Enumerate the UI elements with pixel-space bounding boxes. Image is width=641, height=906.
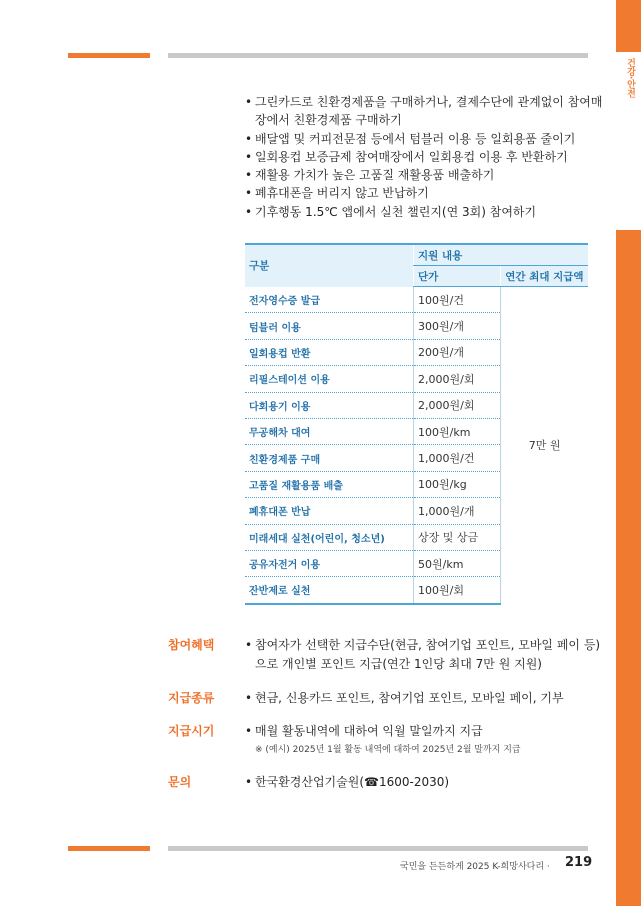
row-item: 공유자전거 이용	[245, 550, 414, 576]
benefit-text: • 참여자가 선택한 지급수단(현금, 참여기업 포인트, 모바일 페이 등)으로 개인별 포인트 지급(연간 1인당 최대 7만 원 지원)	[245, 636, 605, 674]
row-item: 잔반제로 실천	[245, 577, 414, 604]
activity-bullet-list	[245, 93, 605, 221]
bottom-accent-bar	[68, 846, 150, 851]
top-accent-bar	[68, 53, 150, 58]
row-price: 상장 및 상금	[414, 524, 501, 550]
row-price: 1,000원/개	[414, 498, 501, 524]
row-price: 2,000원/회	[414, 366, 501, 392]
row-item: 전자영수증 발급	[245, 287, 414, 313]
bullet-item: • 기후행동 1.5℃ 앱에서 실천 챌린지(연 3회) 참여하기	[245, 203, 605, 221]
section-label-benefit: 참여혜택	[168, 638, 215, 652]
payment-time-text: • 매월 활동내역에 대하여 익월 말일까지 지급	[245, 722, 605, 741]
payment-time-note: ※ (예시) 2025년 1월 활동 내역에 대하여 2025년 2월 말까지 지급	[255, 745, 521, 755]
col-header-unit-price: 단가	[414, 266, 501, 287]
section-label-payment-type: 지급종류	[168, 691, 215, 705]
bullet-item: • 폐휴대폰을 버리지 않고 반납하기	[245, 184, 605, 202]
bottom-divider-bar	[168, 846, 588, 851]
section-label-inquiry: 문의	[168, 775, 192, 789]
row-item: 다회용기 이용	[245, 392, 414, 418]
row-price: 1,000원/건	[414, 445, 501, 471]
payment-type-text: • 현금, 신용카드 포인트, 참여기업 포인트, 모바일 페이, 기부	[245, 689, 605, 708]
row-item: 텀블러 이용	[245, 313, 414, 339]
col-header-support: 지원 내용	[414, 244, 589, 266]
col-header-gubun: 구분	[245, 244, 414, 287]
row-price: 100원/kg	[414, 471, 501, 497]
row-item: 미래세대 실천(어린이, 청소년)	[245, 524, 414, 550]
footer-publication-title: 국민을 든든하게 2025 K-희망사다리 ·	[400, 862, 550, 872]
bullet-item: • 재활용 가치가 높은 고품질 재활용품 배출하기	[245, 166, 605, 184]
row-price: 300원/개	[414, 313, 501, 339]
section-body-benefit	[245, 636, 605, 674]
row-item: 일회용컵 반환	[245, 339, 414, 365]
annual-max-value: 7만 원	[501, 287, 588, 604]
side-section-label: 건강·안전	[625, 58, 635, 98]
row-item: 폐휴대폰 반납	[245, 498, 414, 524]
row-item: 무공해차 대여	[245, 418, 414, 444]
row-price: 2,000원/회	[414, 392, 501, 418]
row-price: 100원/회	[414, 577, 501, 604]
support-table	[245, 243, 588, 605]
section-body-inquiry	[245, 773, 605, 792]
section-body-payment-type	[245, 689, 605, 708]
row-price: 50원/km	[414, 550, 501, 576]
table-row	[245, 287, 588, 313]
bullet-item: • 그린카드로 친환경제품을 구매하거나, 결제수단에 관계없이 참여매장에서 친환경제품 구매하기	[245, 93, 605, 130]
row-item: 리필스테이션 이용	[245, 366, 414, 392]
col-header-annual-max: 연간 최대 지급액	[501, 266, 588, 287]
row-price: 100원/km	[414, 418, 501, 444]
page-number: 219	[565, 855, 593, 870]
bullet-item: • 일회용컵 보증금제 참여매장에서 일회용컵 이용 후 반환하기	[245, 148, 605, 166]
row-price: 100원/건	[414, 287, 501, 313]
row-item: 고품질 재활용품 배출	[245, 471, 414, 497]
row-price: 200원/개	[414, 339, 501, 365]
section-label-payment-time: 지급시기	[168, 724, 215, 738]
top-divider-bar	[168, 53, 588, 58]
bullet-item: • 배달앱 및 커피전문점 등에서 텀블러 이용 등 일회용품 줄이기	[245, 130, 605, 148]
inquiry-text: • 한국환경산업기술원(☎1600-2030)	[245, 773, 605, 792]
row-item: 친환경제품 구매	[245, 445, 414, 471]
section-body-payment-time	[245, 722, 605, 759]
